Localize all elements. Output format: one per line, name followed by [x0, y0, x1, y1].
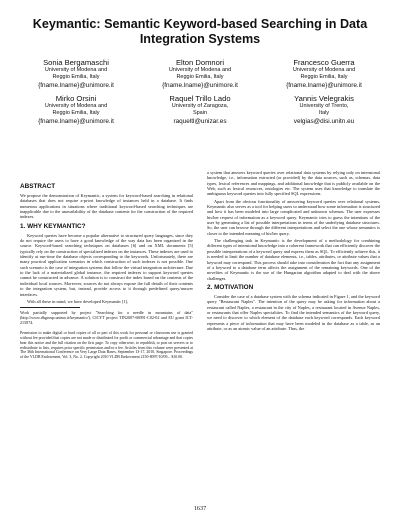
page-number: 1637 [193, 505, 207, 512]
left-column [20, 180, 193, 360]
body-paragraph: a system that answers keyword queries over relational data systems by relying only on intensional knowledge, i.e., information extracted (or provided) by the data sources, such as, schemas, data types, lexical references and mappings, and additional knowledge that is publicly available on the Web, such as lexical resources, ontologies etc. The system uses that knowledge to translate the ambiguous keyword queries into fully specified SQL expressions. [207, 170, 380, 197]
author-affiliation: Reggio Emilia, Italy [300, 73, 348, 80]
abstract-heading: ABSTRACT [20, 183, 56, 190]
author-entry [262, 94, 386, 126]
author-email: {fname.lname}@unimore.it [286, 82, 362, 90]
author-affiliation: University of Modena and [292, 67, 356, 73]
author-entry [14, 94, 138, 126]
author-name: Raquel Trillo Lado [169, 94, 231, 104]
author-email: {fname.lname}@unimore.it [38, 82, 114, 90]
body-paragraph: Apart from the obvious functionality of answering keyword queries over relational systems, Keymantic also serves as a tool for helping users to understand how some information is structured and how it has been modeled into large complicated and unknown schemas. The user expresses his/her request of information as a keyword query. Keymantic tries to guess the intentions of the user by generating a list of possible interpretations in terms of the underlying database structures. So, the user can browse through the different interpretations and select the one whose semantics is closer to the intended meaning of his/her query. [207, 198, 380, 236]
author-entry [14, 58, 138, 90]
abstract-text: We propose the demonstration of Keymantic, a system for keyword-based searching in relational databases that does not require a-priori knowledge of instances held in a database. It finds numerous applications in situations where traditional keyword-based searching techniques are inapplicable due to the unavailability of the database contents for the construction of the required indexes. [20, 193, 193, 220]
author-affiliation: University of Modena and [168, 67, 232, 73]
body-paragraph: Consider the case of a database system with the schema indicated in Figure 1, and the keyword query "Restaurant Naples". The intention of the query may be asking for information about a restaurant called Naples, a restaurant in the city of Naples, a restaurant located in Avenue Naples, or restaurants that offer Naples specialities. To find the intended semantics of the keyword query, we need to discover to which element of the database each keyword corresponds. Each keyword represents a piece of information that may have been modeled in the database as a table, as an attribute, or as an atomic value of an attribute. Thus, the [207, 293, 380, 331]
body-paragraph: The challenging task in Keymantic is the development of a methodology for combining different types of intensional knowledge into a coherent framework that can efficiently discover the possible interpretations of a keyword query and express them as SQL. To efficiently achieve this, it is needed to limit the number of database elements, i.e., tables, attributes, or attribute values that a keyword may correspond. This process should take into consideration the fact that any assignment of a keyword to a database term affects the assignment of the remaining keywords. One of the novelties of Keymantic is the use of the Hungarian algorithm adapted to deal with the above challenges. [207, 238, 380, 281]
author-name: Elton Domnori [175, 58, 225, 67]
body-paragraph: With all these in mind, we have developed Keymantic [1], [27, 298, 129, 304]
author-affiliation: Italy [318, 109, 330, 116]
right-column [207, 170, 380, 333]
author-entry [262, 58, 386, 90]
body-paragraph: Keyword queries have become a popular alternative to structured query languages, since they do not require the users to have a good knowledge of the way data has been organized in the source. Keyword-based searching techniques on databases [6] and on XML documents [5] typically rely on the construction of specialized indexes on the instances. These indexes are used to identify at run-time the database objects corresponding to the keywords. Unfortunately, there are many practical application scenarios in which construction of such indexes is not possible. One such scenario is the case of integration systems that follow the virtual integration architecture. Due to the lack of a materialized global instance, the required indexes to support keyword queries cannot be constructed in advance. A solution is to construct the index based on the contents of the individual local sources. Moreover, sources do not always expose the full details of their contents to the integration system, but, instead, provide access to it through predefined query/answer interfaces. [20, 232, 193, 297]
author-email: velgias@disi.unitn.eu [293, 118, 355, 126]
author-affiliation: University of Modena and [44, 103, 108, 110]
author-name: Francesco Guerra [293, 58, 355, 67]
author-email: {fname.lname}@unimore.it [38, 118, 114, 126]
author-name: Yannis Velegrakis [294, 94, 354, 104]
author-affiliation: Reggio Emilia, Italy [176, 73, 224, 80]
author-affiliation: Reggio Emilia, Italy [52, 109, 100, 116]
footnote: Work partially supported by project "Searching for a needle in mountains of data" (http://www.dbgroup.unimo.it/keymantic/), CICYT project TIN2007-68091-C02-02 and EU grant ICT-215874. [20, 310, 193, 326]
author-block [14, 58, 386, 130]
footnote-rule [20, 307, 80, 308]
author-entry [138, 94, 262, 126]
author-affiliation: University of Trento, [299, 103, 349, 110]
author-email: raqueltl@unizar.es [173, 118, 227, 126]
author-email: {fname.lname}@unimore.it [162, 82, 238, 90]
author-name: Mirko Orsini [55, 94, 97, 104]
author-entry [138, 58, 262, 90]
section-heading: 1. WHY KEYMANTIC? [20, 222, 86, 230]
author-affiliation: Reggio Emilia, Italy [52, 73, 100, 80]
copyright-notice: Permission to make digital or hard copies of all or part of this work for personal or classroom use is granted without fee provided that copies are not made or distributed for profit or commercial advantage and that copies bear this notice and the full citation on the first page. To copy otherwise, to republish, to post on servers or to redistribute to lists, requires prior specific permission and/or a fee. Articles from this volume were presented at The 36th International Conference on Very Large Data Bases, September 13-17, 2010, Singapore. Proceedings of the VLDB Endowment, Vol. 3, No. 2. Copyright 2010 VLDB Endowment 2150-8097/10/09... $10.00. [20, 331, 193, 360]
author-affiliation: Spain [192, 109, 208, 116]
author-affiliation: University of Zaragoza, [171, 103, 229, 110]
section-heading: 2. MOTIVATION [207, 283, 254, 291]
paper-title: Keymantic: Semantic Keyword-based Searching in Data Integration Systems [32, 17, 368, 46]
author-affiliation: University of Modena and [44, 67, 108, 73]
author-name: Sonia Bergamaschi [43, 58, 109, 67]
